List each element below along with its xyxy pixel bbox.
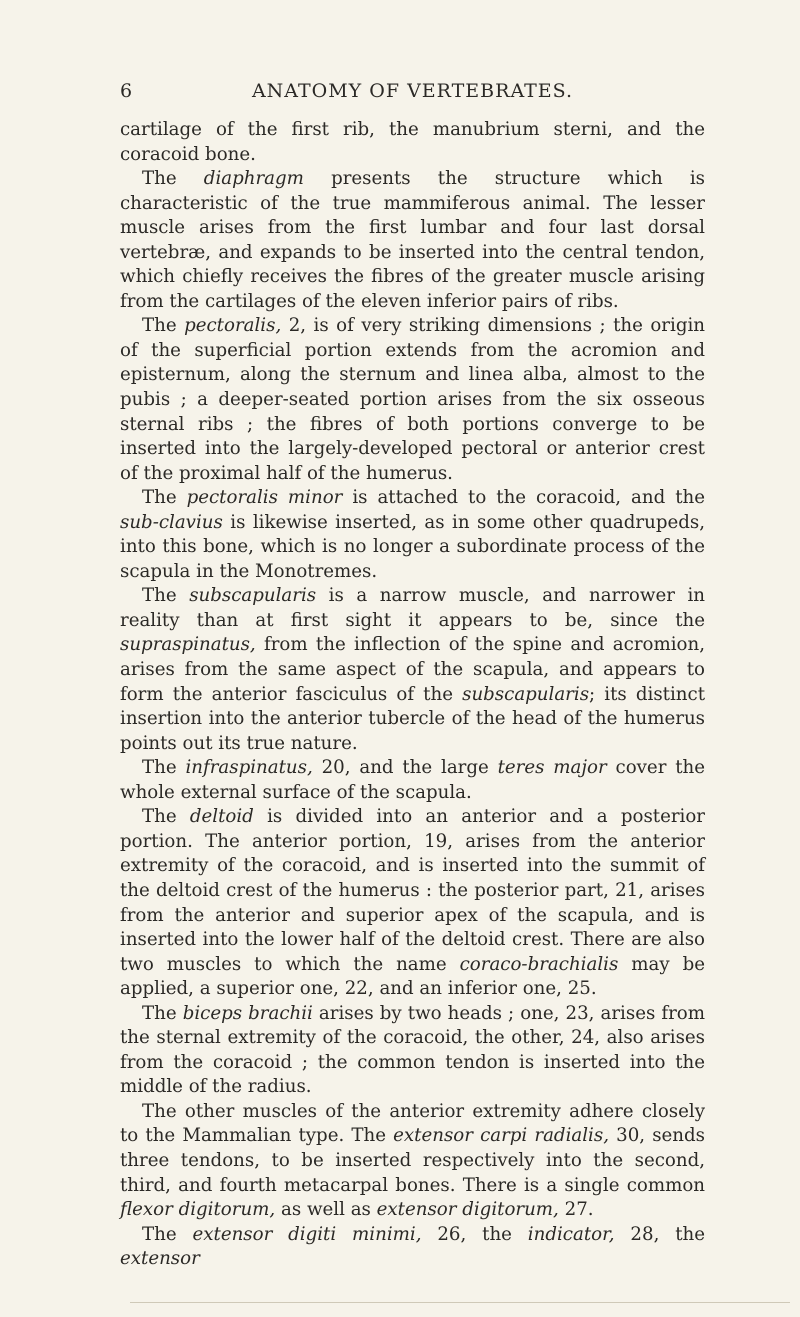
text-run: The bbox=[142, 757, 186, 779]
italic-term: extensor bbox=[120, 1248, 200, 1270]
italic-term: flexor digitorum, bbox=[120, 1199, 276, 1221]
italic-term: teres major bbox=[497, 757, 607, 779]
text-run: is likewise inserted, as in some other quadrupeds, into this bone, which is no longer a subordinate process of the scapula in the Monotremes. bbox=[120, 511, 705, 582]
running-title: ANATOMY OF VERTEBRATES. bbox=[251, 80, 574, 102]
italic-term: sub-clavius bbox=[120, 511, 223, 533]
text-run: is attached to the coracoid, and the bbox=[342, 487, 705, 509]
running-header bbox=[120, 80, 705, 106]
italic-term: pectoralis minor bbox=[186, 487, 343, 509]
paragraph bbox=[120, 167, 705, 314]
italic-term: biceps brachii bbox=[182, 1002, 313, 1024]
paragraph bbox=[120, 584, 705, 756]
italic-term: infraspinatus, bbox=[185, 757, 313, 779]
text-run: The bbox=[142, 806, 190, 828]
text-run: The bbox=[142, 1223, 193, 1245]
italic-term: pectoralis, bbox=[184, 315, 282, 337]
italic-term: subscapularis bbox=[462, 683, 590, 705]
italic-term: deltoid bbox=[189, 806, 254, 828]
paragraph bbox=[120, 1223, 705, 1272]
text-run: The bbox=[142, 315, 185, 337]
text-run: may be applied, a superior one, 22, and an inferior one, 25. bbox=[120, 953, 705, 1000]
text-run: ; its distinct insertion into the anterior tubercle of the head of the humerus points out its true nature. bbox=[120, 683, 705, 754]
text-run: 26, the bbox=[421, 1223, 528, 1245]
text-run: 27. bbox=[558, 1199, 594, 1221]
text-run: from the inflection of the spine and acromion, arises from the same aspect of the scapula, and appears to form the anterior fasciculus of the bbox=[120, 634, 705, 705]
paragraph bbox=[120, 756, 705, 805]
text-run: is a narrow muscle, and narrower in reality than at first sight it appears to be, since the bbox=[120, 585, 706, 631]
page-number: 6 bbox=[120, 80, 134, 102]
text-run: 30, sends three tendons, to be inserted respectively into the second, third, and fourth metacarpal bones. There is a single common bbox=[120, 1125, 705, 1196]
text-run: as well as bbox=[275, 1199, 377, 1221]
body-text bbox=[120, 118, 705, 1272]
italic-term: indicator, bbox=[527, 1223, 615, 1245]
text-run: arises by two heads ; one, 23, arises from the sternal extremity of the coracoid, the other, 24, also arises from the coracoid ; the common tendon is inserted into the middle of the radius. bbox=[120, 1002, 705, 1098]
italic-term: extensor carpi radialis, bbox=[393, 1125, 609, 1147]
italic-term: subscapularis bbox=[189, 585, 317, 607]
page-edge-divider bbox=[130, 1302, 790, 1303]
text-run: The bbox=[142, 585, 190, 607]
text-run: The bbox=[142, 487, 187, 509]
paragraph bbox=[120, 486, 705, 584]
text-run: cover the whole external surface of the scapula. bbox=[120, 757, 706, 803]
text-run: The bbox=[142, 1002, 183, 1024]
text-run: 2, is of very striking dimensions ; the origin of the superficial portion extends from the acromion and episternum, along the sternum and linea alba, almost to the pubis ; a deeper-seated portion arises from the six osseous sternal ribs ; the fibres of both portions converge to be inserted into the largely-developed pectoral or anterior crest of the proximal half of the humerus. bbox=[120, 315, 705, 484]
paragraph bbox=[120, 805, 705, 1001]
paragraph bbox=[120, 1002, 705, 1100]
text-run: is divided into an anterior and a posterior portion. The anterior portion, 19, arises from the anterior extremity of the coracoid, and is inserted into the summit of the deltoid crest of the humerus : the posterior part, 21, arises from the anterior and superior apex of the scapula, and is inserted into the lower half of the deltoid crest. There are also two muscles to which the name bbox=[120, 806, 705, 975]
text-run: The other muscles of the anterior extremity adhere closely to the Mammalian type. The bbox=[120, 1100, 705, 1147]
italic-term: coraco-brachialis bbox=[459, 953, 619, 975]
paragraph bbox=[120, 1100, 705, 1223]
italic-term: supraspinatus, bbox=[120, 634, 256, 656]
italic-term: extensor digitorum, bbox=[376, 1199, 559, 1221]
text-run: 28, the bbox=[614, 1223, 706, 1245]
text-run: The bbox=[142, 168, 204, 190]
italic-term: diaphragm bbox=[203, 168, 304, 190]
paragraph bbox=[120, 118, 705, 167]
text-run: presents the structure which is characteristic of the true mammiferous animal. The lesser muscle arises from the first lumbar and four last dorsal vertebræ, and expands to be inserted into the central tendon, which chiefly receives the fibres of the greater muscle arising from the cartilages of the eleven inferior pairs of ribs. bbox=[120, 168, 706, 312]
paragraph bbox=[120, 314, 705, 486]
text-run: cartilage of the first rib, the manubrium sterni, and the coracoid bone. bbox=[120, 119, 705, 165]
text-run: 20, and the large bbox=[312, 757, 498, 779]
italic-term: extensor digiti minimi, bbox=[192, 1223, 422, 1245]
